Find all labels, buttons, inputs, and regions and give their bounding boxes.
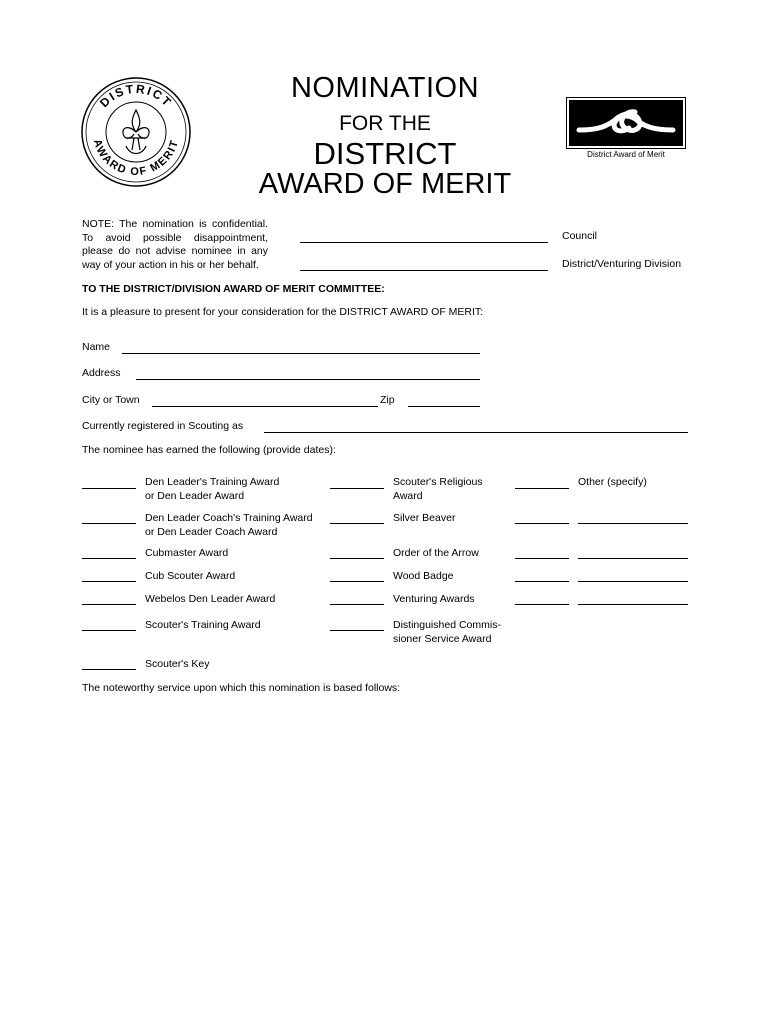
closing-text: The noteworthy service upon which this nomination is based follows: — [82, 682, 401, 694]
council-field[interactable] — [300, 242, 548, 243]
award-date-field[interactable] — [82, 604, 136, 605]
registered-field[interactable] — [264, 432, 688, 433]
award-label: Scouter's Religious Award — [393, 476, 483, 502]
title-award-of-merit: AWARD OF MERIT — [258, 168, 512, 200]
award-label: Webelos Den Leader Award — [145, 593, 276, 605]
award-date-field[interactable] — [330, 581, 384, 582]
division-field[interactable] — [300, 270, 548, 271]
award-date-field[interactable] — [82, 630, 136, 631]
title-district: DISTRICT — [313, 136, 457, 171]
square-knot-icon — [569, 100, 683, 146]
emblem-caption: District Award of Merit — [587, 150, 665, 159]
city-field[interactable] — [152, 406, 378, 407]
award-label: Venturing Awards — [393, 593, 475, 605]
other-date-field[interactable] — [515, 558, 569, 559]
award-label: Silver Beaver — [393, 512, 456, 524]
award-date-field[interactable] — [82, 488, 136, 489]
earned-heading: The nominee has earned the following (provide dates): — [82, 444, 336, 456]
intro-text: It is a pleasure to present for your consideration for the DISTRICT AWARD OF MERIT: — [82, 306, 484, 318]
other-specify-field[interactable] — [578, 523, 688, 524]
award-date-field[interactable] — [330, 604, 384, 605]
other-date-field[interactable] — [515, 604, 569, 605]
award-label: Scouter's Training Award — [145, 619, 261, 631]
award-date-field[interactable] — [82, 669, 136, 670]
address-field[interactable] — [136, 379, 480, 380]
other-label: Other (specify) — [578, 476, 647, 488]
award-date-field[interactable] — [82, 581, 136, 582]
confidential-note: NOTE: The nomination is confidential. To avoid possible disappointment, please do not advise nominee in any way of your action in his or her behalf. — [82, 218, 268, 271]
zip-field[interactable] — [408, 406, 480, 407]
award-date-field[interactable] — [82, 558, 136, 559]
registered-label: Currently registered in Scouting as — [82, 420, 244, 432]
seal-top-text: DISTRICT — [97, 81, 176, 111]
award-label: Den Leader Coach's Training Award or Den Leader Coach Award — [145, 512, 313, 538]
zip-label: Zip — [380, 394, 395, 406]
award-date-field[interactable] — [330, 523, 384, 524]
other-specify-field[interactable] — [578, 604, 688, 605]
award-label: Scouter's Key — [145, 658, 210, 670]
award-label: Order of the Arrow — [393, 547, 479, 559]
district-award-seal — [80, 76, 192, 188]
award-label: Den Leader's Training Award or Den Leader Award — [145, 476, 280, 502]
svg-text:AWARD OF MERIT — [91, 138, 181, 178]
award-label: Distinguished Commis- sioner Service Award — [393, 619, 501, 645]
city-label: City or Town — [82, 394, 140, 406]
award-date-field[interactable] — [82, 523, 136, 524]
other-date-field[interactable] — [515, 488, 569, 489]
address-label: Address — [82, 367, 121, 379]
award-date-field[interactable] — [330, 558, 384, 559]
award-label: Wood Badge — [393, 570, 454, 582]
award-knot-emblem — [566, 97, 686, 149]
council-label: Council — [562, 230, 598, 242]
other-specify-field[interactable] — [578, 581, 688, 582]
fleur-de-lis-icon — [123, 110, 149, 154]
award-label: Cub Scouter Award — [145, 570, 236, 582]
other-date-field[interactable] — [515, 581, 569, 582]
title-nomination: NOMINATION — [290, 72, 480, 104]
other-specify-field[interactable] — [578, 558, 688, 559]
other-date-field[interactable] — [515, 523, 569, 524]
title-for-the: FOR THE — [339, 112, 431, 135]
name-field[interactable] — [122, 353, 480, 354]
division-label: District/Venturing Division — [562, 258, 682, 270]
award-date-field[interactable] — [330, 630, 384, 631]
name-label: Name — [82, 341, 111, 353]
committee-heading: TO THE DISTRICT/DIVISION AWARD OF MERIT COMMITTEE: — [82, 283, 385, 295]
seal-bottom-text: AWARD OF MERIT — [90, 137, 182, 179]
award-label: Cubmaster Award — [145, 547, 229, 559]
award-date-field[interactable] — [330, 488, 384, 489]
